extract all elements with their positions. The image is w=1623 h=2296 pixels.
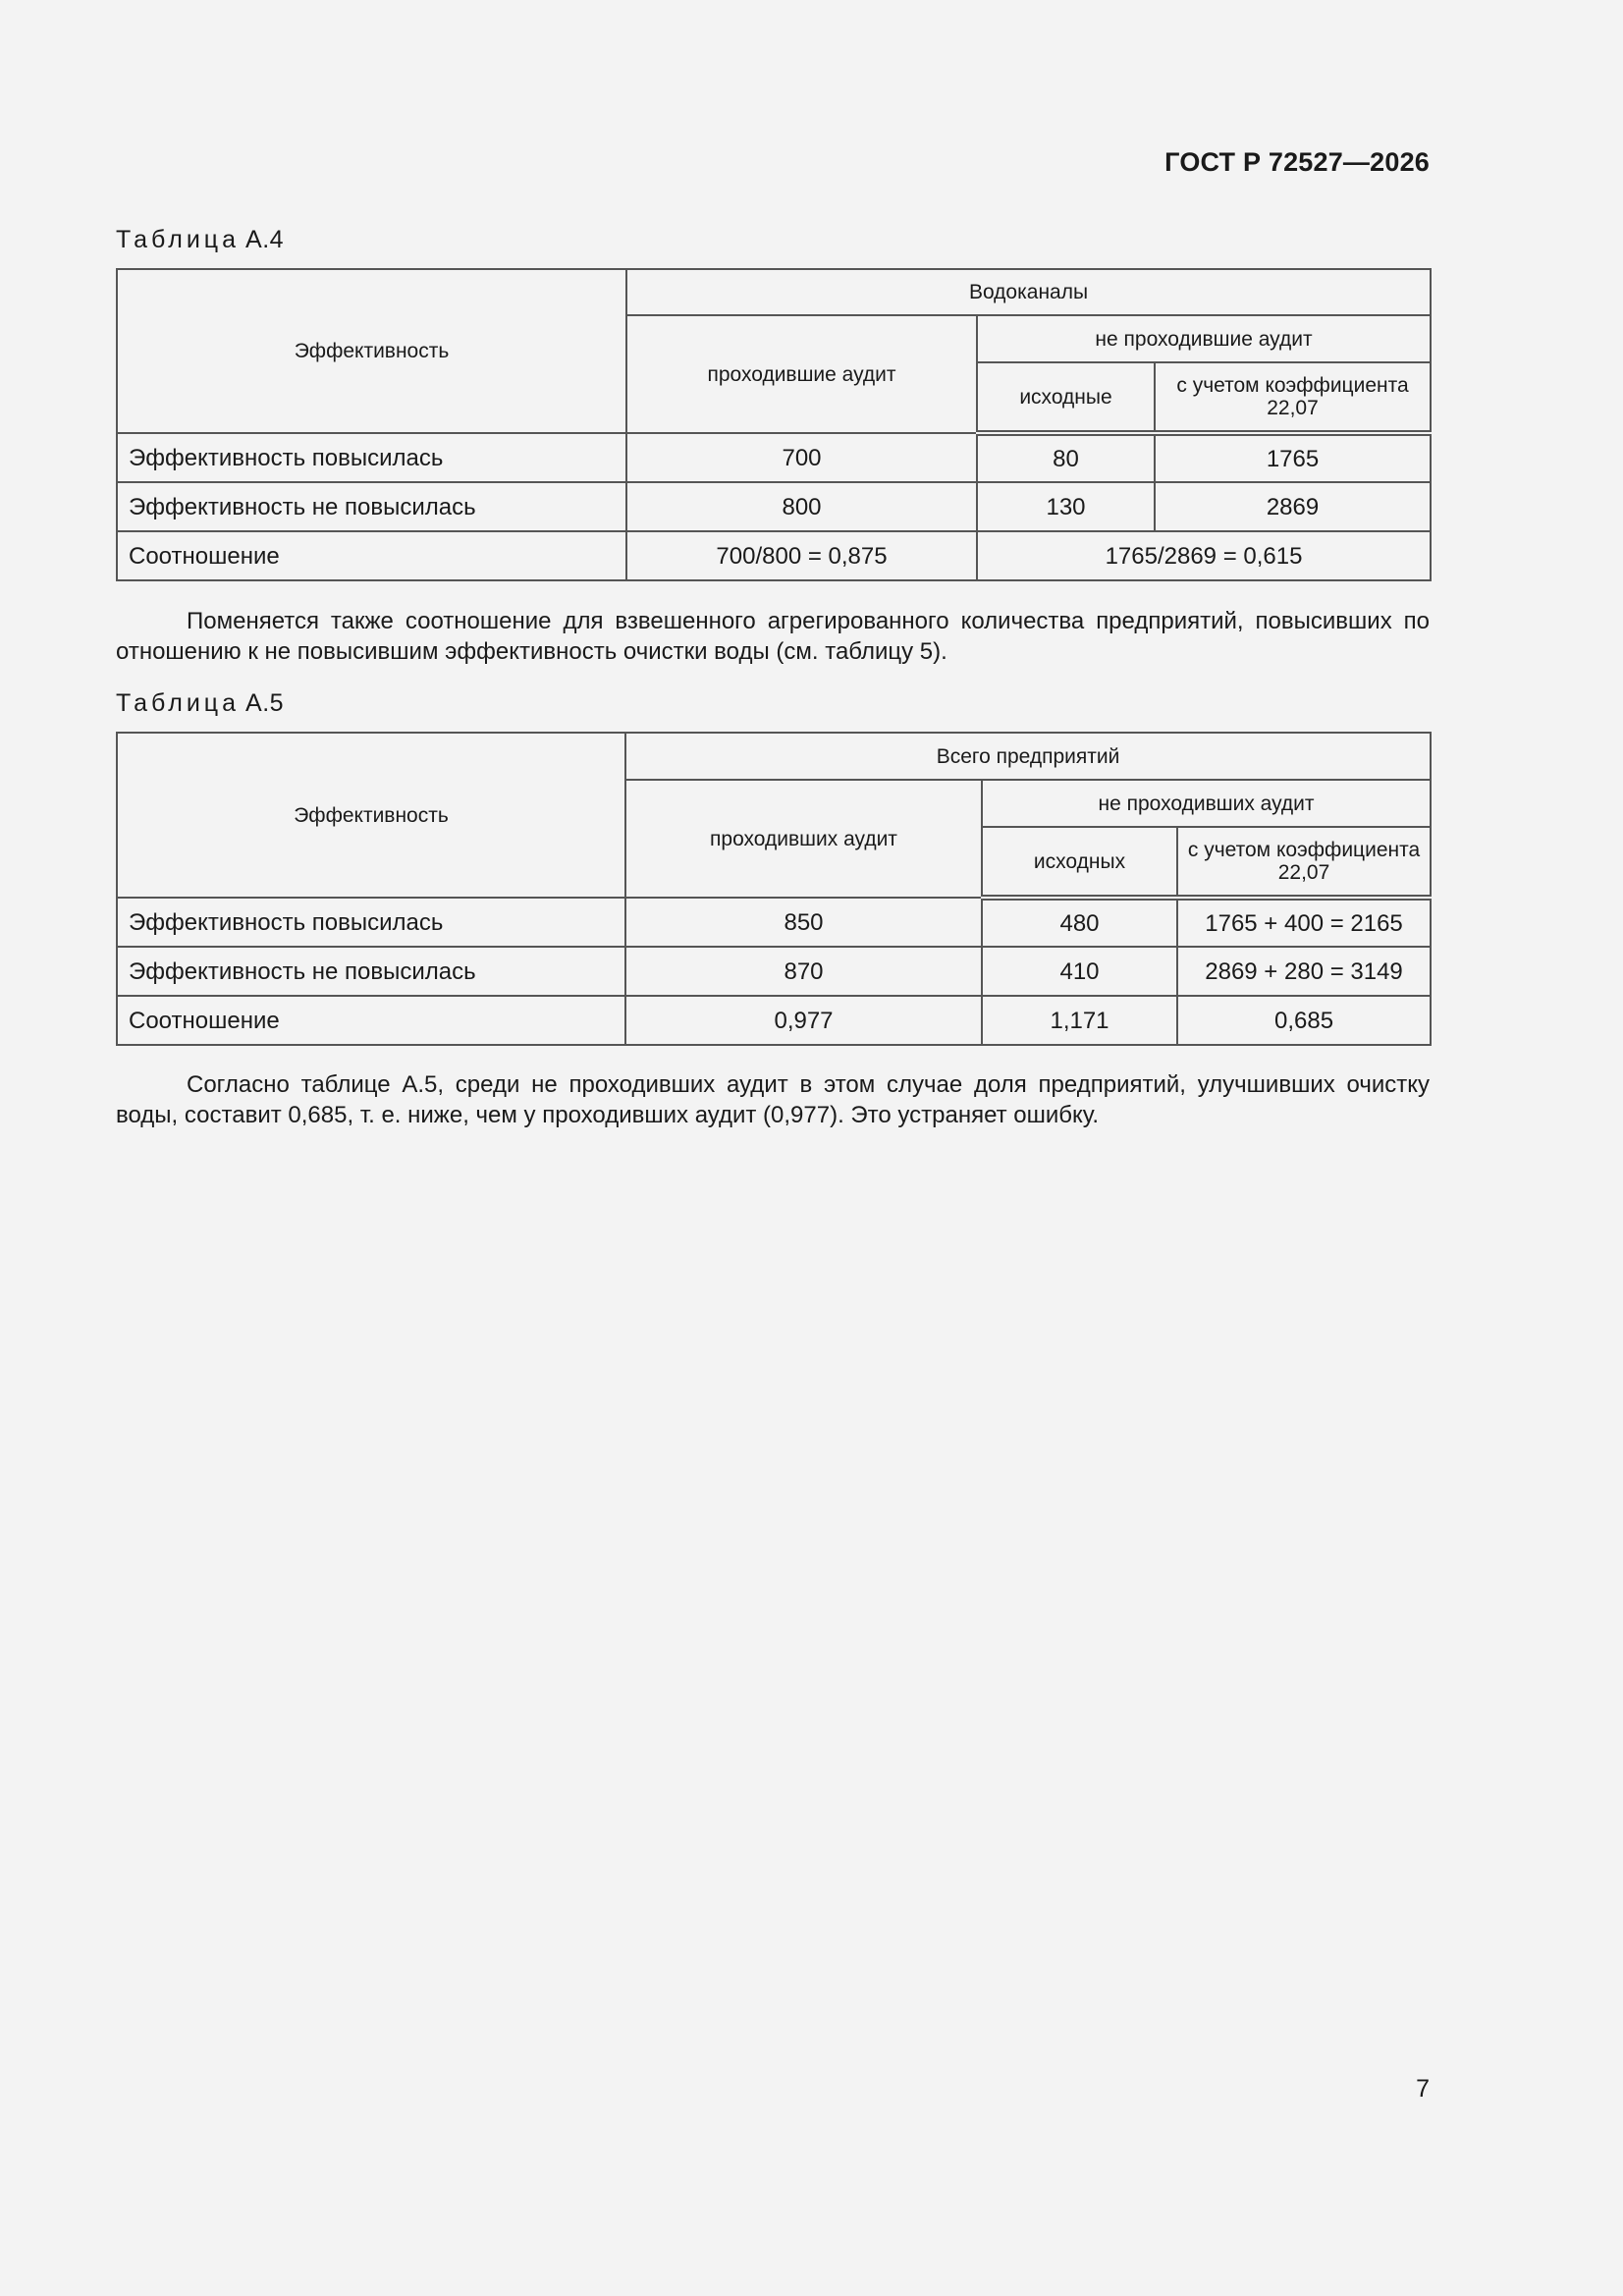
row-label: Эффективность повысилась xyxy=(117,433,626,482)
header-not-passed: не проходившие аудит xyxy=(977,315,1431,362)
page-number: 7 xyxy=(1416,2075,1430,2103)
header-passed: проходивших аудит xyxy=(625,780,982,898)
row-label: Эффективность не повысилась xyxy=(117,482,626,531)
paragraph-text: Поменяется также соотношение для взвешенного агрегированного количества предприятий, повысивших по отношению к не повысившим эффективность очистки воды (см. таблицу 5). xyxy=(116,608,1430,665)
cell-initial: 1,171 xyxy=(982,996,1177,1045)
document-header: ГОСТ Р 72527—2026 xyxy=(1164,147,1430,177)
header-group: Всего предприятий xyxy=(625,733,1431,780)
cell-with-coef: 1765 + 400 = 2165 xyxy=(1177,898,1431,947)
cell-passed: 0,977 xyxy=(625,996,982,1045)
cell-passed: 700 xyxy=(626,433,977,482)
cell-passed: 800 xyxy=(626,482,977,531)
row-label: Соотношение xyxy=(117,996,625,1045)
header-with-coef: с учетом коэффициента 22,07 xyxy=(1177,827,1431,898)
paragraph-conclusion xyxy=(116,1069,1430,1130)
row-label: Эффективность не повысилась xyxy=(117,947,625,996)
table-row-ratio xyxy=(117,531,1431,580)
cell-ratio-passed: 700/800 = 0,875 xyxy=(626,531,977,580)
header-group: Водоканалы xyxy=(626,269,1431,315)
caption-number: А.4 xyxy=(245,226,285,253)
cell-initial: 480 xyxy=(982,898,1177,947)
cell-ratio-not-passed: 1765/2869 = 0,615 xyxy=(977,531,1431,580)
cell-with-coef: 1765 xyxy=(1155,433,1431,482)
caption-number: А.5 xyxy=(245,689,285,717)
header-not-passed: не проходивших аудит xyxy=(982,780,1431,827)
cell-initial: 130 xyxy=(977,482,1155,531)
cell-passed: 850 xyxy=(625,898,982,947)
table-row xyxy=(117,433,1431,482)
table-a5-caption xyxy=(116,689,284,718)
table-row xyxy=(117,947,1431,996)
cell-with-coef: 2869 xyxy=(1155,482,1431,531)
header-efficiency: Эффективность xyxy=(117,733,625,898)
caption-word: Таблица xyxy=(116,689,241,717)
table-a5 xyxy=(116,732,1432,1046)
table-a4 xyxy=(116,268,1432,581)
table-row-ratio xyxy=(117,996,1431,1045)
caption-word: Таблица xyxy=(116,226,241,253)
row-label: Эффективность повысилась xyxy=(117,898,625,947)
header-with-coef: с учетом коэффициента 22,07 xyxy=(1155,362,1431,433)
cell-passed: 870 xyxy=(625,947,982,996)
table-a4-caption xyxy=(116,226,284,254)
header-passed: проходившие аудит xyxy=(626,315,977,433)
cell-with-coef: 2869 + 280 = 3149 xyxy=(1177,947,1431,996)
cell-with-coef: 0,685 xyxy=(1177,996,1431,1045)
paragraph-text: Согласно таблице А.5, среди не проходивших аудит в этом случае доля предприятий, улучшивших очистку воды, составит 0,685, т. е. ниже, чем у проходивших аудит (0,977). Это устраняет ошибку. xyxy=(116,1071,1430,1128)
table-row xyxy=(117,898,1431,947)
cell-initial: 410 xyxy=(982,947,1177,996)
row-label: Соотношение xyxy=(117,531,626,580)
header-initial: исходные xyxy=(977,362,1155,433)
header-efficiency: Эффективность xyxy=(117,269,626,433)
table-row xyxy=(117,482,1431,531)
paragraph-weighted-ratio xyxy=(116,606,1430,667)
header-initial: исходных xyxy=(982,827,1177,898)
cell-initial: 80 xyxy=(977,433,1155,482)
